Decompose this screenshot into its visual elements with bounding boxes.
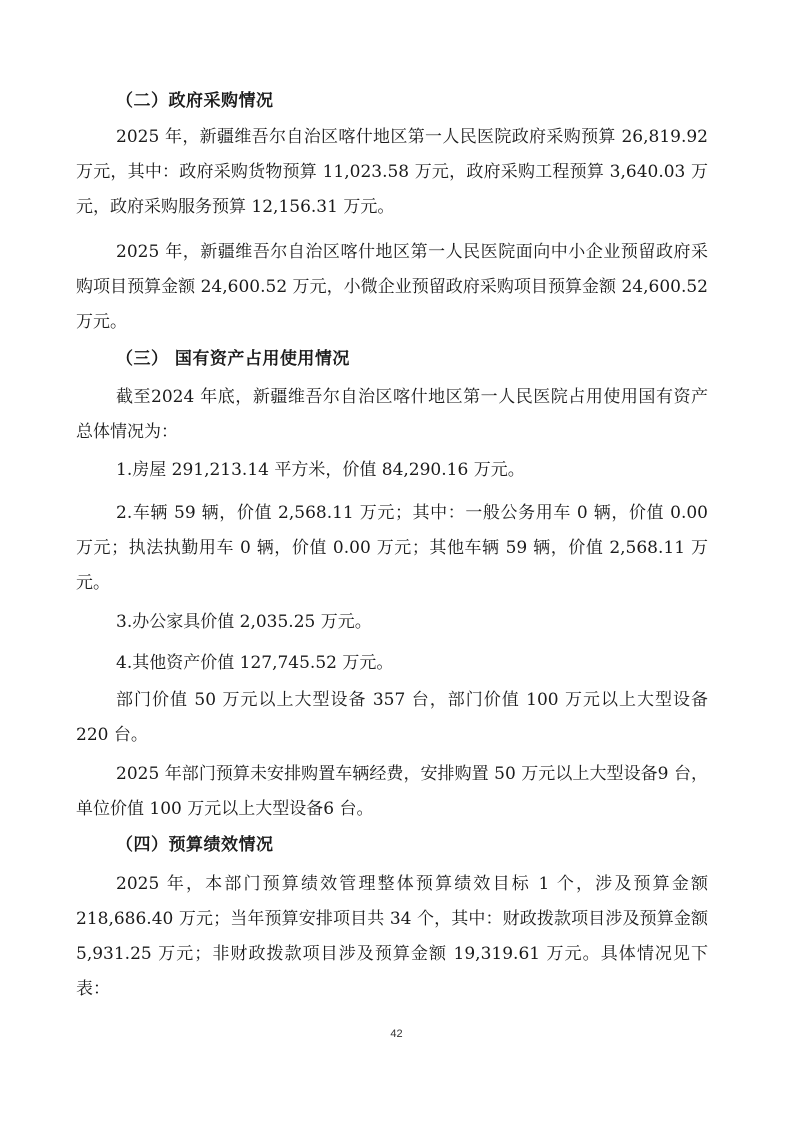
section-heading-assets: （三） 国有资产占用使用情况 (116, 349, 350, 369)
list-item-housing: 1.房屋 291,213.14 平方米，价值 84,290.16 万元。 (116, 460, 525, 480)
paragraph-large-equipment: 部门价值 50 万元以上大型设备 357 台，部门价值 100 万元以上大型设备 220 台。 (76, 690, 708, 745)
paragraph-assets-intro: 截至2024 年底，新疆维吾尔自治区喀什地区第一人民医院占用使用国有资产总体情况为： (76, 387, 708, 442)
list-item-furniture: 3.办公家具价值 2,035.25 万元。 (116, 612, 372, 632)
paragraph-performance: 2025 年，本部门预算绩效管理整体预算绩效目标 1 个，涉及预算金额 218,686.40 万元；当年预算安排项目共 34 个，其中：财政拨款项目涉及预算金额 5,931.25 万元；非财政拨款项目涉及预算金额 19,319.61 万元。具体情况见下表： (76, 874, 708, 999)
paragraph-equipment-plan: 2025 年部门预算未安排购置车辆经费，安排购置 50 万元以上大型设备9 台，单位价值 100 万元以上大型设备6 台。 (76, 764, 708, 819)
section-heading-performance: （四）预算绩效情况 (116, 835, 274, 855)
paragraph-procurement-budget: 2025 年，新疆维吾尔自治区喀什地区第一人民医院政府采购预算 26,819.92 万元，其中：政府采购货物预算 11,023.58 万元，政府采购工程预算 3,640.03 万元，政府采购服务预算 12,156.31 万元。 (76, 127, 708, 217)
section-heading-procurement: （二）政府采购情况 (116, 91, 274, 111)
list-item-vehicles: 2.车辆 59 辆，价值 2,568.11 万元；其中：一般公务用车 0 辆，价值 0.00 万元；执法执勤用车 0 辆，价值 0.00 万元；其他车辆 59 辆，价值 2,568.11 万元。 (76, 503, 708, 593)
page-number: 42 (390, 1028, 403, 1040)
list-item-other-assets: 4.其他资产价值 127,745.52 万元。 (116, 653, 394, 673)
paragraph-sme-reserved: 2025 年，新疆维吾尔自治区喀什地区第一人民医院面向中小企业预留政府采购项目预算金额 24,600.52 万元，小微企业预留政府采购项目预算金额 24,600.52 万元。 (76, 242, 708, 332)
